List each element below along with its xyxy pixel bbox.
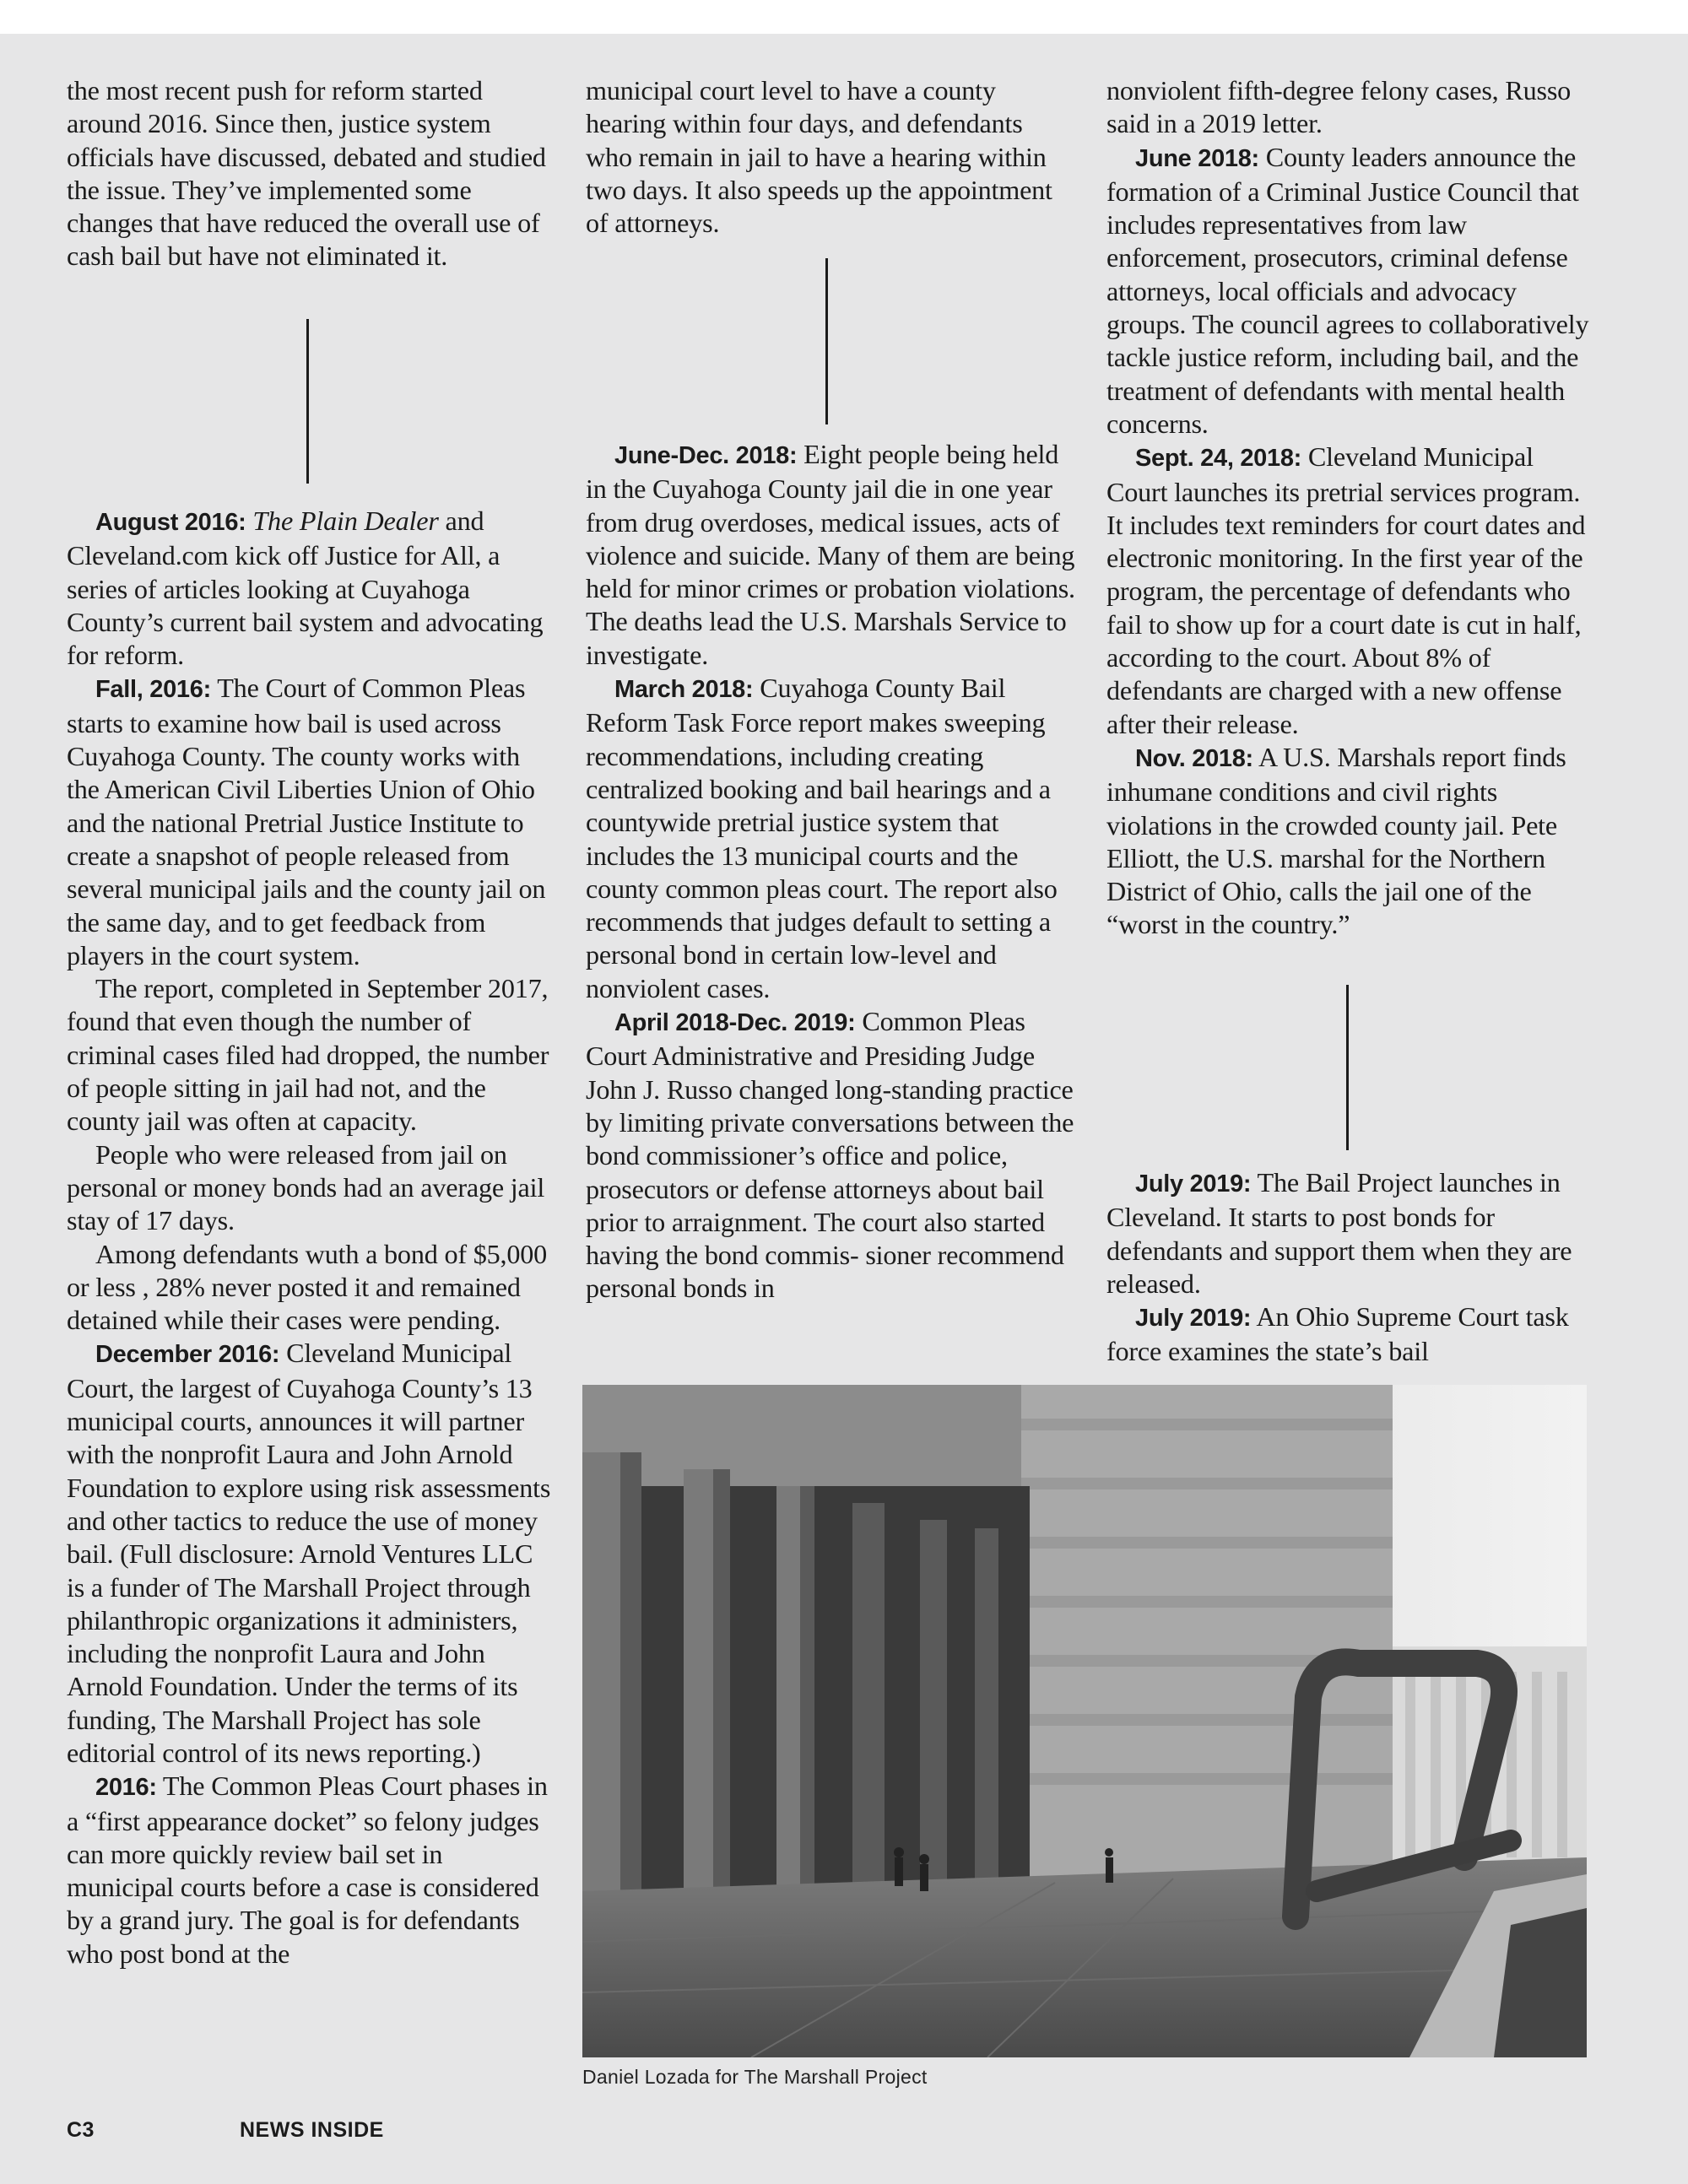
entry-text: Cleveland Municipal Court launches its pretrial services program. It includes text reminders for court dates and electronic monitoring. In the first year of the program, the percentage of defendants who fail to show up for a court date is cut in half, according to the court. About 8% of defendants are charged with a new offense after their release.	[1106, 441, 1586, 739]
entry-text: Eight people being held in the Cuyahoga County jail die in one year from drug overdoses, medical issues, acts of violence and suicide. Many of them are being held for minor crimes or probation violations. The deaths lead the U.S. Marshals Service to investigate.	[586, 439, 1075, 670]
entry-label: Sept. 24, 2018:	[1135, 445, 1301, 473]
column-3-timeline	[1106, 1166, 1596, 1369]
entry-text: County leaders announce the formation of a Criminal Justice Council that includes representatives from law enforcement, prosecutors, criminal defense attorneys, local officials and advocacy groups. The council agrees to collaboratively tackle justice reform, including bail, and the treatment of defendants with mental health concerns.	[1106, 141, 1589, 439]
timeline-rule-1	[306, 319, 309, 484]
entry-nov-2018	[1106, 741, 1596, 942]
col3-intro: nonviolent fifth-degree felony cases, Russo said in a 2019 letter.	[1106, 75, 1572, 139]
column-3	[1106, 74, 1596, 942]
entry-text: An Ohio Supreme Court task force examines the state’s bail	[1106, 1301, 1569, 1367]
timeline-rule-3	[1346, 985, 1349, 1150]
courthouse-plaza-photo	[582, 1385, 1587, 2057]
entry-text: and Cleveland.com kick off Justice for All, a series of articles looking at Cuyahoga County’s current bail system and advocating for reform.	[67, 505, 544, 671]
entry-text: Cuyahoga County Bail Reform Task Force report makes sweeping recommendations, including creating centralized booking and bail hearings and a countywide pretrial justice system that includes the 13 municipal courts and the county common pleas court. The report also recommends that judges default to setting a personal bond in certain low-level and nonviolent cases.	[586, 673, 1058, 1003]
entry-label: June 2018:	[1135, 144, 1259, 172]
entry-label: April 2018-Dec. 2019:	[614, 1009, 856, 1037]
col2-intro: municipal court level to have a county hearing within four days, and defendants who remain in jail to have a hearing within two days. It also speeds up the appointment of attorneys.	[586, 75, 1052, 239]
entry-fall-2016	[67, 672, 556, 972]
publication-name: The Plain Dealer	[252, 505, 439, 536]
column-1	[67, 74, 556, 273]
entry-label: Fall, 2016:	[95, 676, 211, 704]
timeline-rule-2	[825, 258, 828, 424]
paragraph-among: Among defendants wuth a bond of $5,000 or less , 28% never posted it and remained detained while their cases were pending.	[67, 1238, 548, 1336]
entry-label: June-Dec. 2018:	[614, 442, 798, 469]
entry-june-2018	[1106, 141, 1596, 441]
photo-credit: Daniel Lozada for The Marshall Project	[582, 2066, 928, 2088]
column-2-timeline	[586, 438, 1075, 1306]
entry-text: The Bail Project launches in Cleveland. It starts to post bonds for defendants and support them when they are released.	[1106, 1167, 1572, 1299]
entry-july-2019-task-force	[1106, 1300, 1596, 1369]
paragraph-report: The report, completed in September 2017, found that even though the number of criminal cases filed had dropped, the number of people sitting in jail had not, and the county jail was often at capacity.	[67, 973, 549, 1137]
entry-label: March 2018:	[614, 676, 754, 704]
entry-text: A U.S. Marshals report finds inhumane conditions and civil rights violations in the crowded county jail. Pete Elliott, the U.S. marshal for the Northern District of Ohio, calls the jail one of the “worst in the country.”	[1106, 741, 1566, 940]
entry-august-2016	[67, 505, 556, 672]
photo-illustration	[582, 1385, 1587, 2057]
entry-label: August 2016:	[95, 509, 246, 536]
entry-june-dec-2018	[586, 438, 1075, 672]
entry-sept-2018	[1106, 441, 1596, 741]
entry-text: The Court of Common Pleas starts to examine how bail is used across Cuyahoga County. The county works with the American Civil Liberties Union of Ohio and the national Pretrial Justice Institute to create a snapshot of people released from several municipal jails and the county jail on the same day, and to get feedback from players in the court system.	[67, 673, 546, 970]
column-2	[586, 74, 1075, 240]
entry-2016	[67, 1770, 556, 1970]
col1-intro: the most recent push for reform started around 2016. Since then, justice system officials have discussed, debated and studied the issue. They’ve implemented some changes that have reduced the overall use of cash bail but have not eliminated it.	[67, 75, 546, 272]
page-number: C3	[67, 2118, 95, 2142]
entry-december-2016	[67, 1337, 556, 1770]
entry-july-2019-bail-project	[1106, 1166, 1596, 1300]
entry-text: The Common Pleas Court phases in a “first appearance docket” so felony judges can more quickly review bail set in municipal courts before a case is considered by a grand jury. The goal is for defendants who post bond at the	[67, 1770, 548, 1969]
section-name: NEWS INSIDE	[240, 2118, 384, 2142]
entry-march-2018	[586, 672, 1075, 1005]
entry-text: Common Pleas Court Administrative and Presiding Judge John J. Russo changed long-standing practice by limiting private conversations between the bond commissioner’s office and police, prosecutors or defense attorneys about bail prior to arraignment. The court also started having the bond commis- sioner recommend personal bonds in	[586, 1006, 1074, 1304]
entry-april-2018	[586, 1005, 1075, 1306]
entry-label: December 2016:	[95, 1341, 280, 1369]
column-1-timeline	[67, 505, 556, 1970]
paragraph-released: People who were released from jail on personal or money bonds had an average jail stay of 17 days.	[67, 1138, 545, 1236]
entry-label: Nov. 2018:	[1135, 744, 1253, 772]
entry-label: July 2019:	[1135, 1305, 1252, 1333]
entry-label: 2016:	[95, 1774, 157, 1802]
entry-text: Cleveland Municipal Court, the largest of Cuyahoga County’s 13 municipal courts, announces it will partner with the nonprofit Laura and John Arnold Foundation to explore using risk assessments and other tactics to reduce the use of money bail. (Full disclosure: Arnold Ventures LLC is a funder of The Marshall Project through philanthropic organizations it administers, including the nonprofit Laura and John Arnold Foundation. Under the terms of its funding, The Marshall Project has sole editorial control of its news reporting.)	[67, 1338, 551, 1768]
entry-label: July 2019:	[1135, 1170, 1252, 1197]
